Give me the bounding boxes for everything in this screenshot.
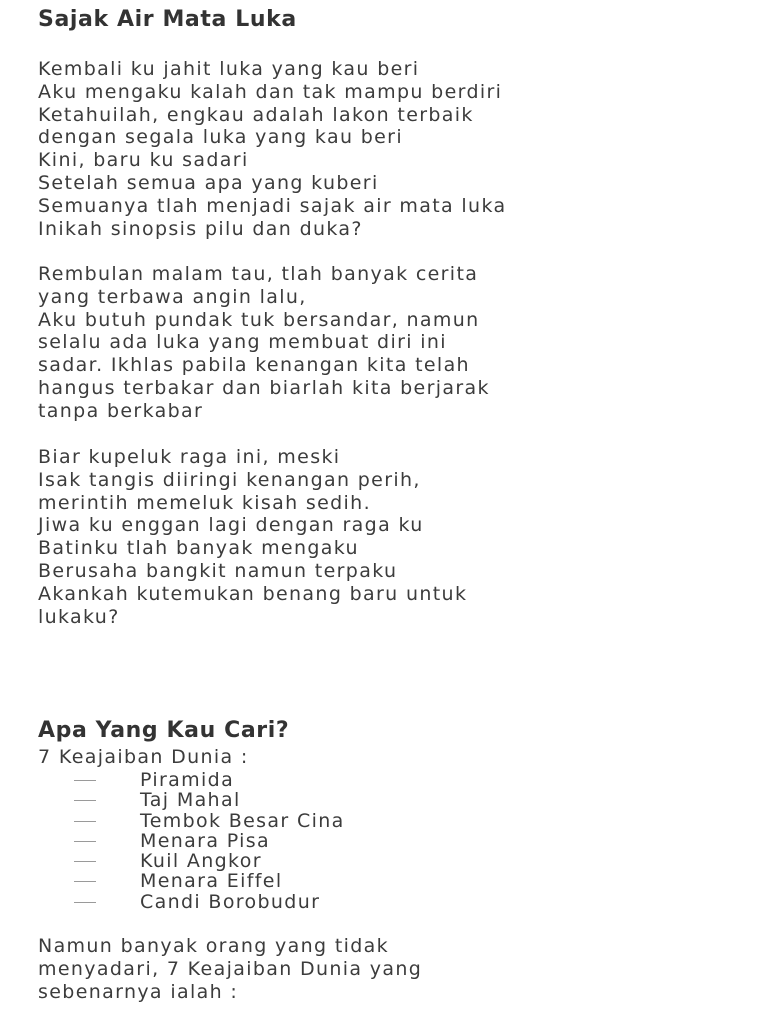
poem-line: hangus terbakar dan biarlah kita berjarak (38, 376, 490, 399)
paragraph-line: Namun banyak orang yang tidak (38, 935, 389, 957)
poem-stanza (38, 446, 467, 628)
poem-line: Akankah kutemukan benang baru untuk (38, 582, 468, 605)
dash-icon (74, 780, 96, 781)
dash-icon (74, 821, 96, 822)
poem-line: Setelah semua apa yang kuberi (38, 171, 379, 194)
list-item-label: Taj Mahal (140, 789, 241, 812)
poem-line: Biar kupeluk raga ini, meski (38, 446, 341, 468)
poem-line: Isak tangis diiringi kenangan perih, (38, 468, 421, 491)
poem-line: Kembali ku jahit luka yang kau beri (38, 58, 420, 80)
poem-line: tanpa berkabar (38, 399, 204, 422)
poem-line: Berusaha bangkit namun terpaku (38, 559, 398, 582)
dash-icon (74, 841, 96, 842)
poem-stanza (38, 263, 490, 423)
list-item-label: Kuil Angkor (140, 850, 262, 873)
poem-line: Rembulan malam tau, tlah banyak cerita (38, 263, 479, 285)
poem-line: Kini, baru ku sadari (38, 149, 249, 172)
poem-line: lukaku? (38, 605, 120, 628)
poem-line: yang terbawa angin lalu, (38, 285, 307, 308)
poem-line: Jiwa ku enggan lagi dengan raga ku (38, 514, 424, 537)
poem-line: dengan segala luka yang kau beri (38, 126, 403, 149)
closing-paragraph (38, 935, 422, 1003)
dash-icon (74, 800, 96, 801)
list-item-label: Tembok Besar Cina (140, 809, 345, 832)
poem-line: sadar. Ikhlas pabila kenangan kita telah (38, 354, 470, 377)
section-title: Apa Yang Kau Cari? (38, 718, 290, 743)
paragraph-line: menyadari, 7 Keajaiban Dunia yang (38, 957, 423, 980)
dash-icon (74, 881, 96, 882)
poem-line: merintih memeluk kisah sedih. (38, 491, 371, 514)
poem-line: selalu ada luka yang membuat diri ini (38, 331, 447, 354)
poem-stanza (38, 58, 506, 240)
poem-line: Aku mengaku kalah dan tak mampu berdiri (38, 80, 503, 103)
poem-line: Semuanya tlah menjadi sajak air mata luka (38, 194, 507, 217)
poem-line: Ketahuilah, engkau adalah lakon terbaik (38, 103, 474, 126)
dash-icon (74, 902, 96, 903)
dash-icon (74, 861, 96, 862)
list-heading: 7 Keajaiban Dunia : (38, 746, 249, 768)
list-item-label: Menara Pisa (140, 829, 270, 852)
list-item-label: Candi Borobudur (140, 890, 321, 913)
poem-title: Sajak Air Mata Luka (38, 7, 297, 32)
poem-line: Batinku tlah banyak mengaku (38, 537, 359, 560)
list-item-label: Menara Eiffel (140, 870, 283, 893)
poem-line: Aku butuh pundak tuk bersandar, namun (38, 308, 480, 331)
paragraph-line: sebenarnya ialah : (38, 980, 239, 1003)
list-item-label: Piramida (140, 769, 235, 791)
poem-line: Inikah sinopsis pilu dan duka? (38, 217, 363, 240)
